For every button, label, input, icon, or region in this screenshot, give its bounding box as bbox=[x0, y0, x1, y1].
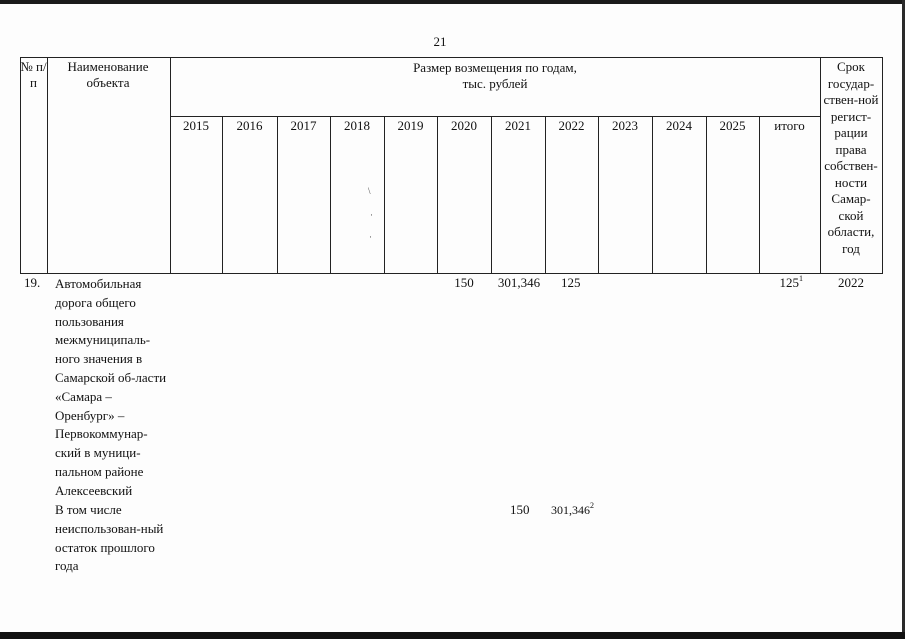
header-num: № п/п bbox=[20, 59, 47, 90]
year-header: 2022 bbox=[558, 118, 585, 133]
value-total bbox=[759, 275, 803, 291]
year-header: 2018 bbox=[344, 118, 370, 133]
footnote-marker-1: 1 bbox=[799, 274, 803, 283]
header-name: Наименование объекта bbox=[67, 59, 149, 90]
year-header: 2023 bbox=[612, 118, 638, 133]
year-header: 2017 bbox=[290, 118, 317, 133]
registration-year: 2022 bbox=[838, 275, 864, 290]
value-total-number: 125 bbox=[779, 275, 799, 290]
year-header: 2016 bbox=[236, 118, 263, 133]
page-number: 21 bbox=[433, 34, 447, 49]
header-amount-line2: тыс. рублей bbox=[462, 76, 528, 91]
value-2020: 150 bbox=[454, 275, 474, 290]
footnote-marker-2: 2 bbox=[590, 501, 594, 510]
object-name: Автомобильная дорога общего пользования межмуниципаль-ного значения в Самарской об-ласти «Самара – Оренбург» – Первокоммунар-ский в муници-пальном районе Алексеевский bbox=[55, 276, 167, 498]
value-2022: 125 bbox=[561, 275, 581, 290]
year-header: 2021 bbox=[505, 118, 531, 133]
scan-border-top bbox=[0, 0, 905, 4]
sub-value-2022 bbox=[551, 502, 594, 518]
header-srok: Срок государ-ствен-ной регист-рации права собствен-ности Самар-ской области, год bbox=[823, 59, 879, 256]
scan-speck: \ bbox=[368, 186, 371, 196]
year-header: 2024 bbox=[666, 118, 692, 133]
sub-value-2021: 150 bbox=[510, 502, 530, 517]
sub-item-name: В том числе неиспользован-ный остаток прошлого года bbox=[55, 502, 164, 574]
value-2021: 301,346 bbox=[497, 275, 541, 290]
year-header: 2015 bbox=[183, 118, 209, 133]
row-number: 19. bbox=[24, 275, 41, 290]
year-header: 2025 bbox=[719, 118, 746, 133]
scan-border-bottom bbox=[0, 632, 905, 639]
year-header: 2019 bbox=[397, 118, 424, 133]
header-amount-line1: Размер возмещения по годам, bbox=[413, 60, 577, 75]
year-header: 2020 bbox=[451, 118, 477, 133]
scan-speck: · bbox=[370, 210, 373, 220]
scan-speck: · bbox=[369, 232, 372, 242]
year-header-total: итого bbox=[774, 118, 805, 133]
sub-value-2022-number: 301,346 bbox=[551, 503, 590, 517]
